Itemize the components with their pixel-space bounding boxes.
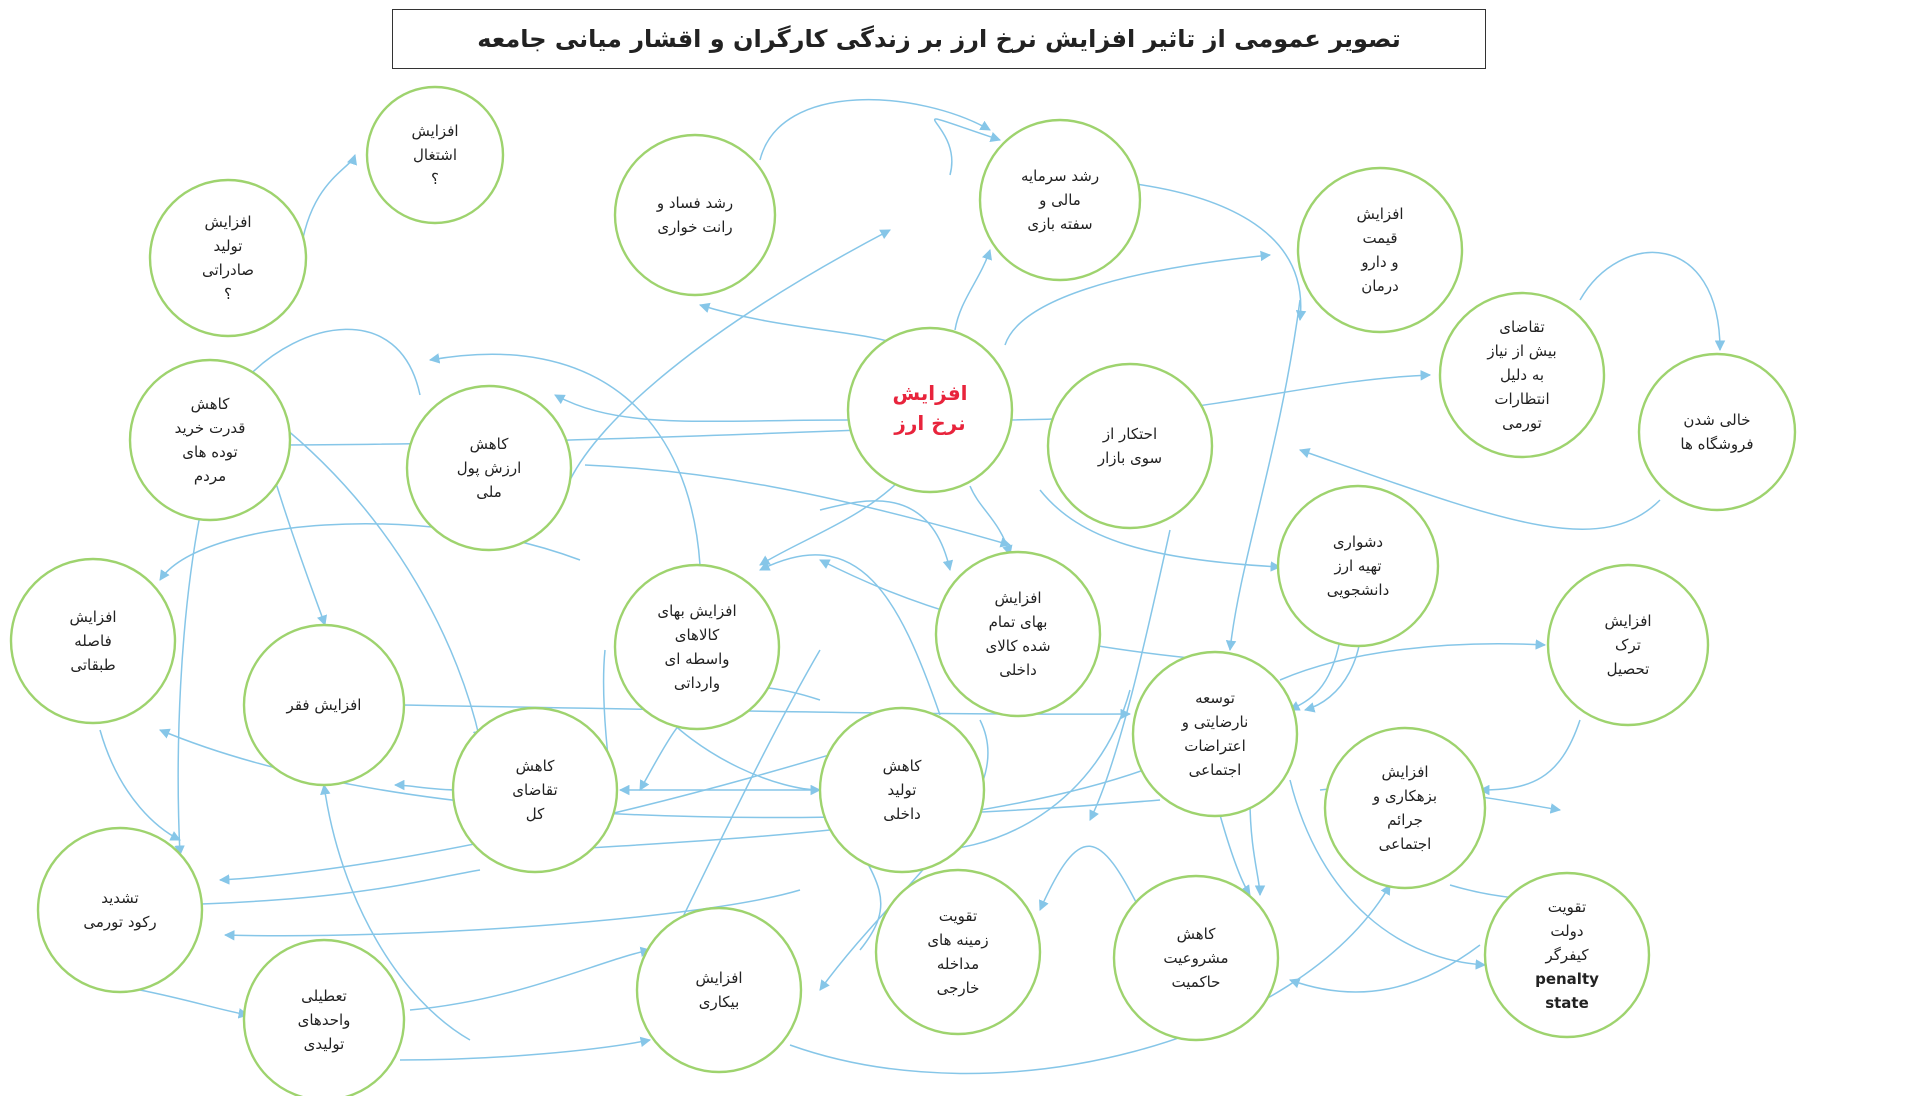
node-label: افزایش [994,589,1042,607]
arrow-22 [275,480,325,625]
arrow-60 [1290,945,1480,992]
node-label: دشواری [1332,533,1384,551]
arrow-51 [140,990,248,1015]
node-label: اجتماعی [1188,761,1242,779]
node-n12 [1278,486,1438,646]
node-n19 [453,708,617,872]
arrow-2 [760,100,990,160]
node-n21 [1325,728,1485,888]
node-n9 [130,360,290,520]
node-label: دانشجویی [1326,581,1390,599]
diagram-title: تصویر عمومی از تاثیر افزایش نرخ ارز بر زندگی کارگران و اقشار میانی جامعه [392,9,1486,69]
node-n10 [407,386,571,550]
arrow-21 [178,515,200,855]
node-label: فاصله [74,632,112,650]
node-n25 [1485,873,1649,1037]
node-label: مالی و [1039,191,1081,209]
arrow-26 [1280,644,1545,680]
node-n8 [1639,354,1795,510]
node-n1 [848,328,1012,492]
node-label: اشتغال [413,146,457,164]
node-label: شده کالای [985,637,1051,655]
node-label: ترک [1615,636,1641,654]
node-label: ؟ [431,170,439,188]
node-label: افزایش [411,122,459,140]
node-n2 [367,87,503,223]
node-label: حاکمیت [1171,973,1221,991]
node-label: رشد فساد و [656,194,734,212]
node-circle [615,565,779,729]
node-label: افزایش [1356,205,1404,223]
node-label: سوی بازار [1097,449,1163,467]
node-label: اعتراضات [1184,737,1246,755]
node-label: کالاهای [674,626,720,644]
node-label: تولید [887,781,917,799]
node-label: توسعه [1195,689,1235,707]
node-label: واحدهای [297,1011,351,1029]
arrow-28 [1480,720,1580,790]
arrow-3 [955,250,990,330]
node-circle [848,328,1012,492]
node-label: درمان [1361,277,1399,295]
node-label: رشد سرمایه [1020,167,1100,185]
node-n13 [11,559,175,723]
arrow-19 [300,155,355,255]
node-label: کاهش [190,395,230,413]
node-label: انتظارات [1494,390,1550,408]
node-label: دولت [1550,922,1584,940]
node-n14 [615,565,779,729]
node-label: افزایش فقر [286,696,362,714]
node-label: صادراتی [201,261,255,279]
node-label: تحصیل [1606,660,1650,678]
node-n27 [637,908,801,1072]
node-label: ارزش پول [456,459,522,477]
node-label: جرائم [1387,811,1423,829]
diagram-nodes [11,87,1795,1096]
node-label: اجتماعی [1378,835,1432,853]
node-label: تشدید [101,889,139,907]
node-label: بیش از نیاز [1487,342,1557,360]
node-circle [936,552,1100,716]
node-label: کاهش [469,435,509,453]
arrow-11 [970,486,1010,555]
node-n6 [1298,168,1462,332]
node-label: افزایش [69,608,117,626]
node-n23 [876,870,1040,1034]
node-circle [130,360,290,520]
node-label: رکود تورمی [83,913,157,931]
node-label: افزایش [1381,763,1429,781]
node-label: state [1545,994,1589,1012]
node-label: فروشگاه ها [1680,435,1754,453]
arrow-27 [1290,640,1340,710]
node-label: تقاضای [512,781,558,799]
node-label: سفته بازی [1027,215,1093,233]
node-label: ملی [476,483,502,501]
arrow-46 [1250,800,1260,895]
arrow-48 [170,870,480,905]
arrow-49 [100,730,180,840]
arrow-10 [760,480,900,565]
node-circle [876,870,1040,1034]
node-label: مداخله [936,955,980,973]
node-label: تقاضای [1499,318,1545,336]
arrow-45 [1040,846,1140,910]
node-label: افزایش [204,213,252,231]
node-label: تولیدی [303,1035,345,1053]
node-label: ؟ [224,285,232,303]
node-circle [1048,364,1212,528]
node-n26 [244,940,404,1096]
node-label: واسطه ای [664,650,730,668]
node-label: قیمت [1362,229,1398,247]
arrow-14 [1580,253,1720,350]
node-label: کاهش [1176,925,1216,943]
node-label: قدرت خرید [174,419,246,437]
arrow-6 [555,395,850,421]
node-n24 [1114,876,1278,1040]
node-label: توده های [182,443,238,461]
arrow-52 [400,1040,650,1060]
node-n4 [615,135,775,295]
node-n11 [1048,364,1212,528]
node-label: کل [525,805,545,823]
node-label: طبقاتی [70,656,116,674]
node-label: تعطیلی [301,987,347,1005]
node-n22 [38,828,202,992]
node-circle [1325,728,1485,888]
node-circle [637,908,801,1072]
node-label: داخلی [883,805,921,823]
node-circle [38,828,202,992]
node-label: کاهش [515,757,555,775]
node-circle [1133,652,1297,816]
node-label: رانت خواری [657,218,733,236]
node-label: افزایش بهای [657,602,737,620]
node-label: تهیه ارز [1334,557,1382,575]
node-label: احتکار از [1102,425,1158,443]
node-label: کاهش [882,757,922,775]
node-label: نرخ ارز [894,411,966,435]
node-label: خارجی [936,979,980,997]
node-circle [150,180,306,336]
node-label: تورمی [1502,414,1542,432]
node-n20 [820,708,984,872]
node-label: مردم [193,467,227,485]
node-label: بهای تمام [988,613,1048,631]
arrow-34 [395,785,460,790]
node-label: به دلیل [1499,366,1545,384]
arrow-18 [245,329,420,395]
node-label: تقویت [938,907,978,925]
node-label: تقویت [1547,898,1587,916]
node-label: نارضایتی و [1181,713,1249,731]
node-label: زمینه های [927,931,989,949]
node-label: خالی شدن [1683,411,1751,429]
node-label: افزایش [1604,612,1652,630]
node-label: کیفرگر [1545,946,1589,964]
node-circle [1639,354,1795,510]
node-label: تولید [213,237,243,255]
node-label: بزهکاری و [1372,787,1438,805]
node-n15 [936,552,1100,716]
node-n7 [1440,293,1604,457]
node-n17 [1548,565,1708,725]
node-label: بیکاری [698,993,740,1011]
node-label: مشروعیت [1163,949,1229,967]
node-label: penalty [1535,970,1599,988]
node-label: افزایش [892,381,968,405]
node-label: وارداتی [673,674,721,692]
node-label: داخلی [999,661,1037,679]
arrow-53 [410,950,650,1010]
node-label: افزایش [695,969,743,987]
node-circle [615,135,775,295]
node-n16 [1133,652,1297,816]
node-label: و دارو [1361,253,1399,271]
node-circle [1298,168,1462,332]
node-n5 [980,120,1140,280]
node-n18 [244,625,404,785]
node-n3 [150,180,306,336]
